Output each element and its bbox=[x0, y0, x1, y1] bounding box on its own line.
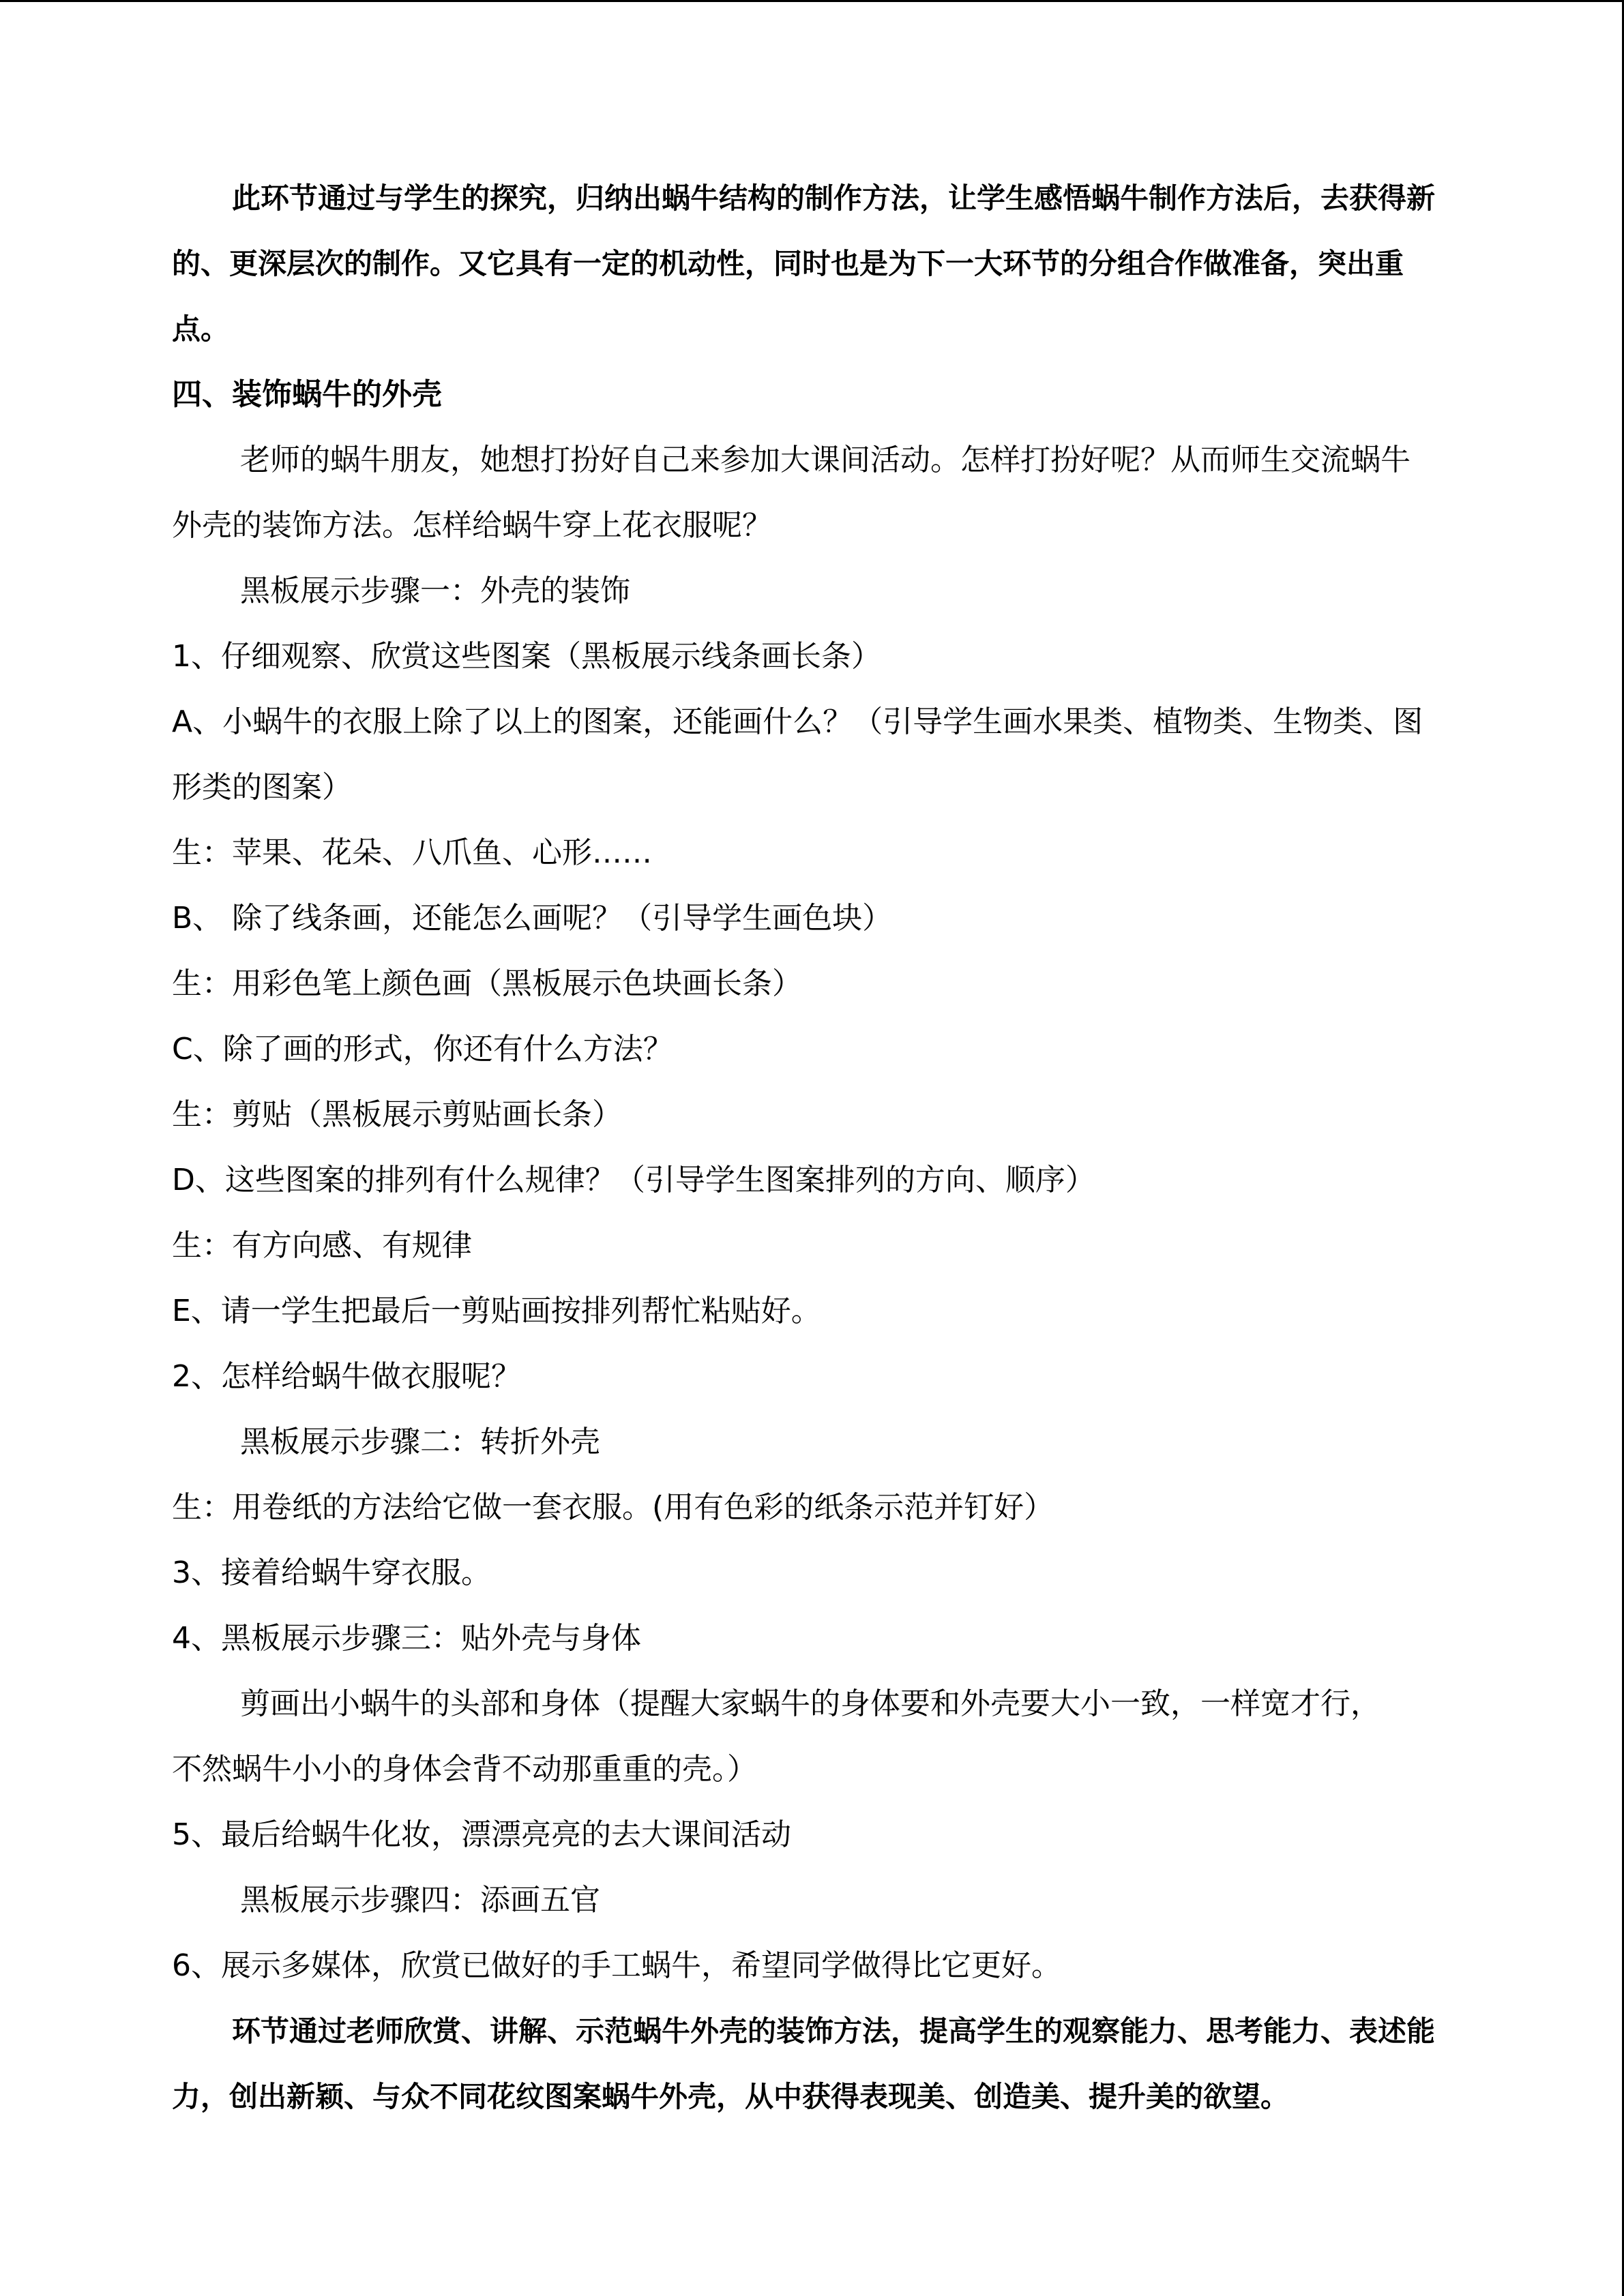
body-paragraph-line: 生：有方向感、有规律 bbox=[172, 1228, 472, 1263]
body-paragraph-line: E、请一学生把最后一剪贴画按排列帮忙粘贴好。 bbox=[172, 1294, 821, 1328]
summary-paragraph-line: 点。 bbox=[172, 312, 230, 346]
section-heading: 四、装饰蜗牛的外壳 bbox=[172, 377, 442, 412]
body-paragraph-line: 生：用彩色笔上颜色画（黑板展示色块画长条） bbox=[172, 966, 802, 1001]
body-paragraph-line: 外壳的装饰方法。怎样给蜗牛穿上花衣服呢？ bbox=[172, 508, 772, 543]
body-paragraph-line: 2、怎样给蜗牛做衣服呢？ bbox=[172, 1359, 521, 1394]
blackboard-step-line: 黑板展示步骤二：转折外壳 bbox=[240, 1425, 600, 1459]
body-paragraph-line: 剪画出小蜗牛的头部和身体（提醒大家蜗牛的身体要和外壳要大小一致，一样宽才行， bbox=[240, 1686, 1381, 1721]
body-paragraph-line: 生：用卷纸的方法给它做一套衣服。(用有色彩的纸条示范并钉好） bbox=[172, 1490, 1054, 1525]
blackboard-step-line: 黑板展示步骤一：外壳的装饰 bbox=[240, 573, 630, 608]
body-paragraph-line: D、这些图案的排列有什么规律？（引导学生图案排列的方向、顺序） bbox=[172, 1163, 1095, 1197]
summary-paragraph-line: 此环节通过与学生的探究，归纳出蜗牛结构的制作方法，让学生感悟蜗牛制作方法后，去获得新 bbox=[232, 181, 1436, 215]
document-body bbox=[172, 166, 1454, 2130]
body-paragraph-line: 5、最后给蜗牛化妆，漂漂亮亮的去大课间活动 bbox=[172, 1817, 791, 1852]
body-paragraph-line: 1、仔细观察、欣赏这些图案（黑板展示线条画长条） bbox=[172, 639, 881, 674]
body-paragraph-line: C、除了画的形式，你还有什么方法？ bbox=[172, 1032, 673, 1067]
body-paragraph-line: B、 除了线条画，还能怎么画呢？（引导学生画色块） bbox=[172, 901, 893, 936]
body-paragraph-line: 3、接着给蜗牛穿衣服。 bbox=[172, 1555, 491, 1590]
body-paragraph-line: 形类的图案） bbox=[172, 770, 352, 805]
summary-paragraph-line: 力，创出新颖、与众不同花纹图案蜗牛外壳，从中获得表现美、创造美、提升美的欲望。 bbox=[172, 2080, 1290, 2113]
summary-paragraph-line: 环节通过老师欣赏、讲解、示范蜗牛外壳的装饰方法，提高学生的观察能力、思考能力、表述能 bbox=[232, 2014, 1436, 2048]
body-paragraph-line: 不然蜗牛小小的身体会背不动那重重的壳。） bbox=[172, 1752, 757, 1787]
body-paragraph-line: 老师的蜗牛朋友，她想打扮好自己来参加大课间活动。怎样打扮好呢？从而师生交流蜗牛 bbox=[240, 443, 1411, 477]
body-paragraph-line: 生：剪贴（黑板展示剪贴画长条） bbox=[172, 1097, 622, 1132]
body-paragraph-line: A、小蜗牛的衣服上除了以上的图案，还能画什么？（引导学生画水果类、植物类、生物类、图 bbox=[172, 704, 1423, 739]
summary-paragraph-line: 的、更深层次的制作。又它具有一定的机动性，同时也是为下一大环节的分组合作做准备，突出重 bbox=[172, 247, 1404, 280]
body-paragraph-line: 6、展示多媒体，欣赏已做好的手工蜗牛，希望同学做得比它更好。 bbox=[172, 1948, 1061, 1983]
body-paragraph-line: 4、黑板展示步骤三：贴外壳与身体 bbox=[172, 1621, 641, 1656]
blackboard-step-line: 黑板展示步骤四：添画五官 bbox=[240, 1883, 600, 1918]
body-paragraph-line: 生：苹果、花朵、八爪鱼、心形…… bbox=[172, 835, 652, 870]
